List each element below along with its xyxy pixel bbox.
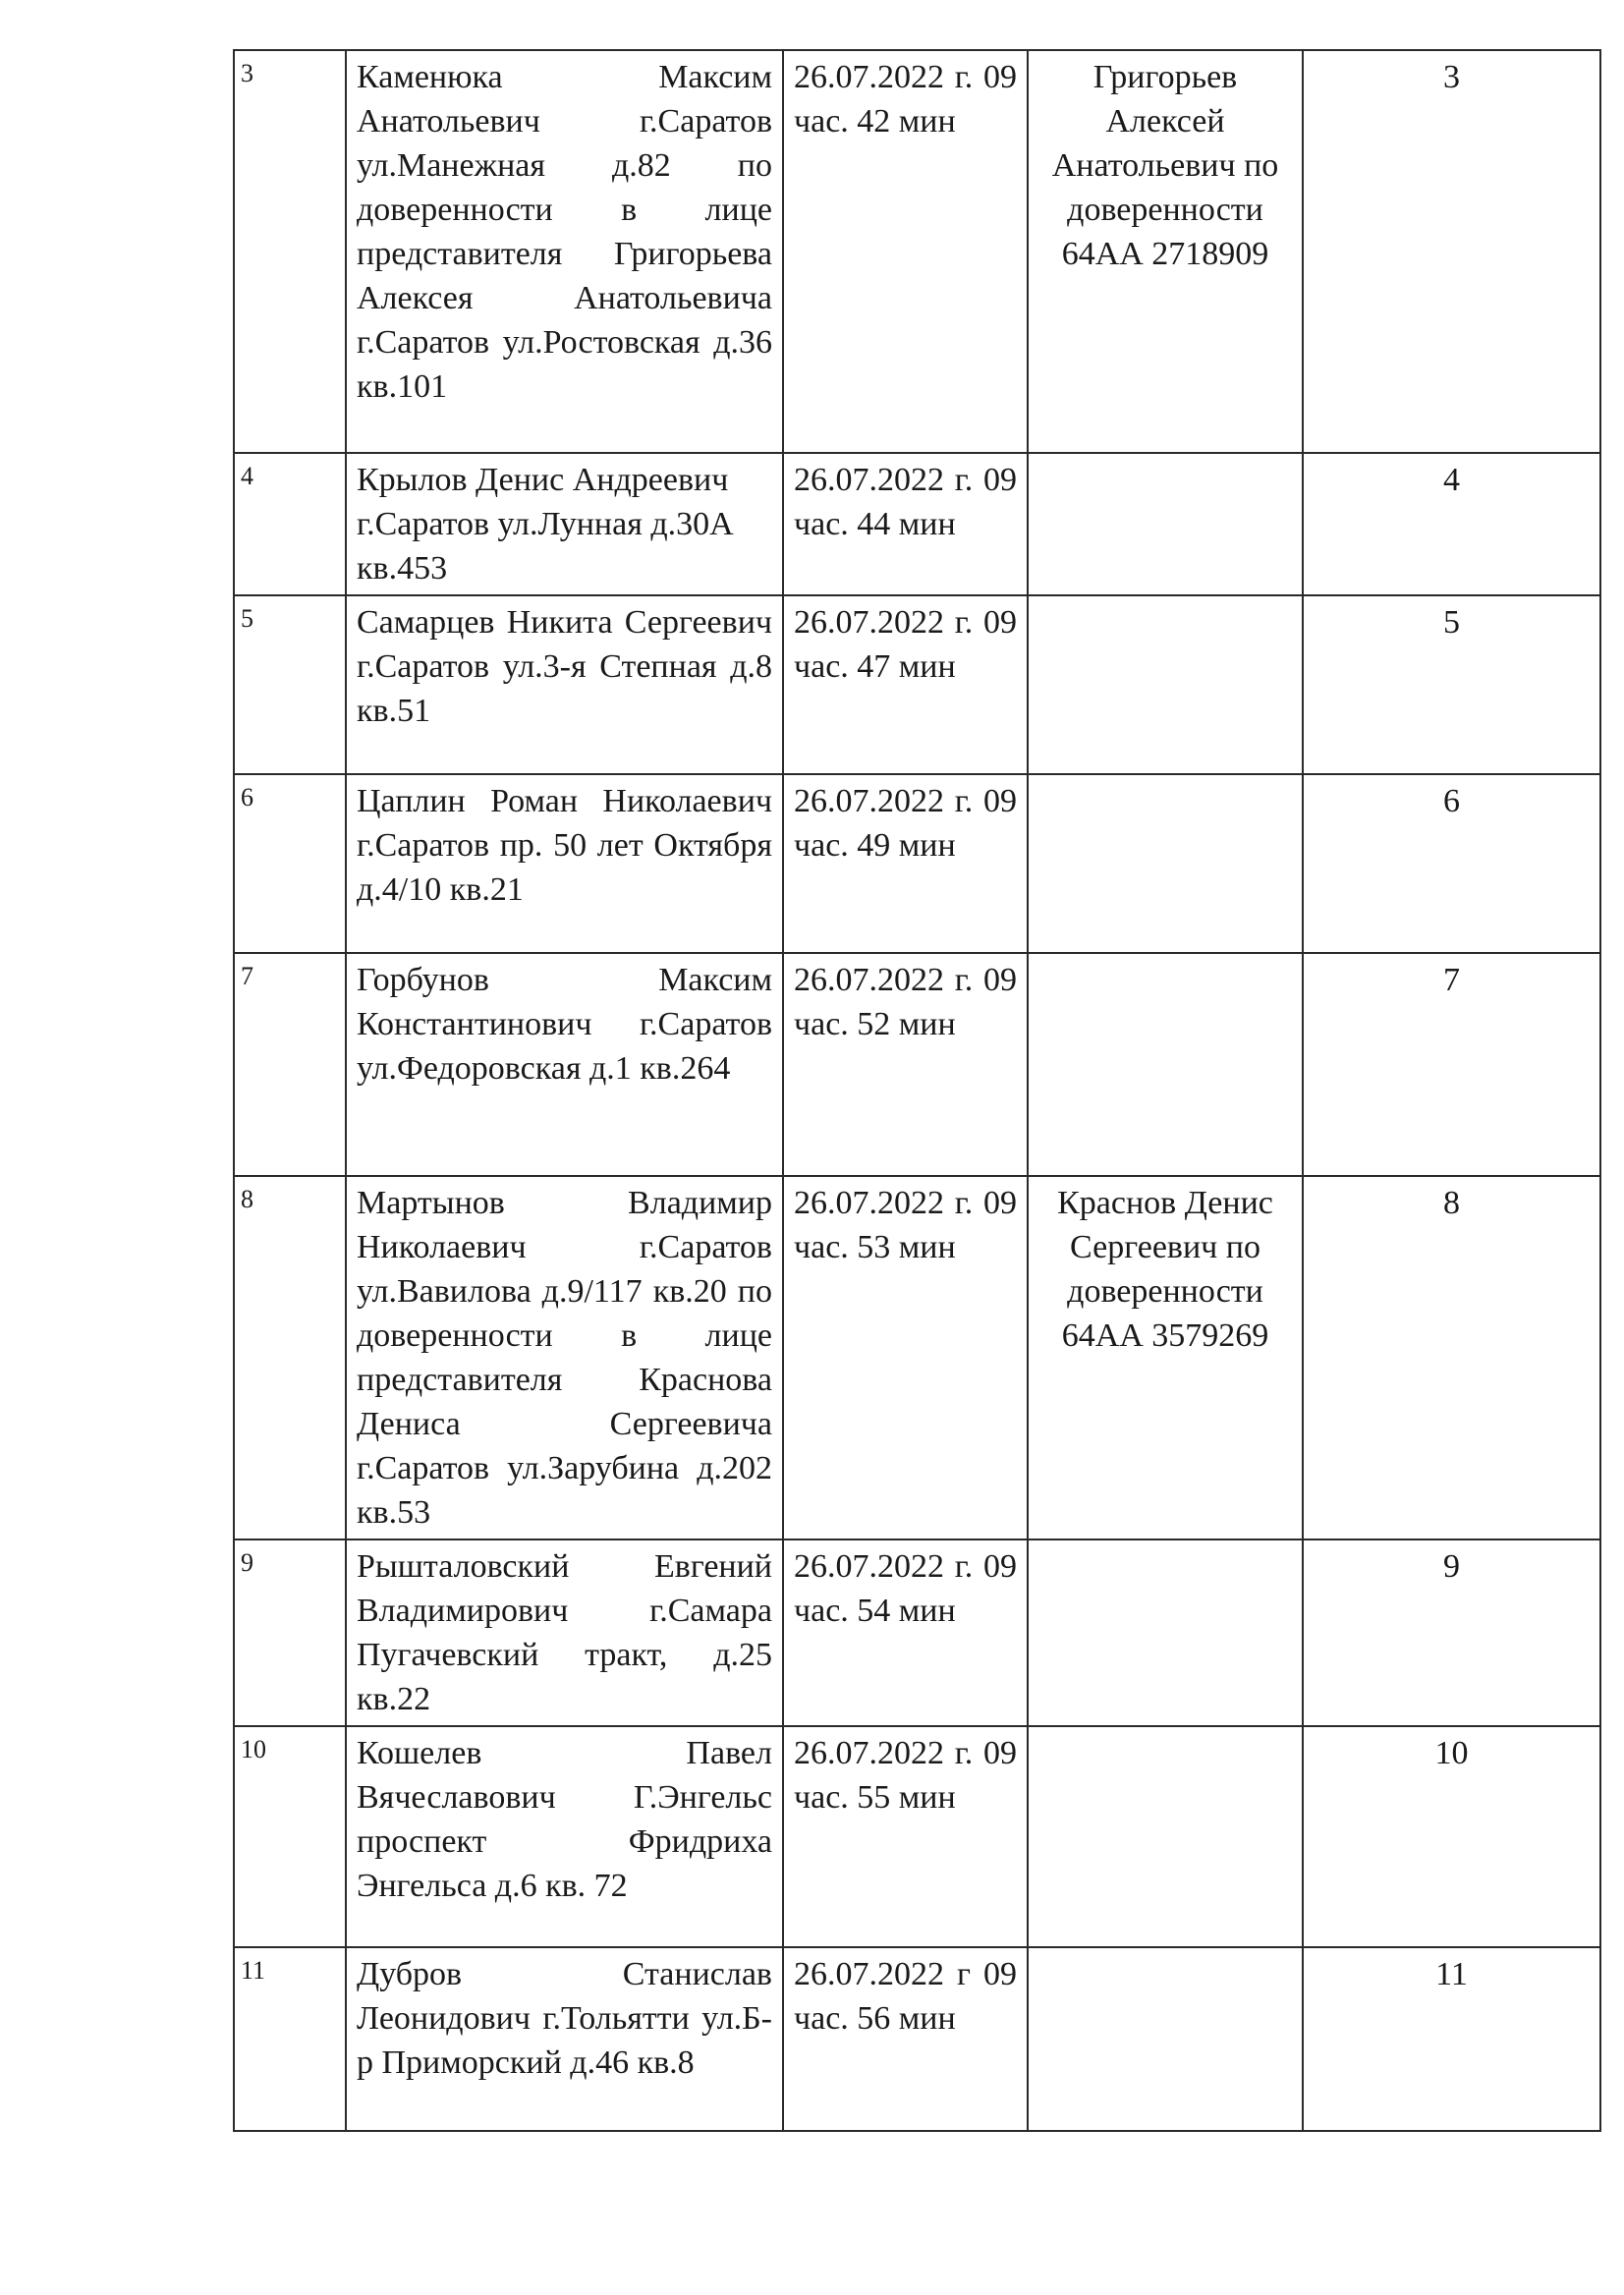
row-number: 5: [234, 595, 346, 774]
order-number-cell: 7: [1303, 953, 1600, 1176]
order-number-cell: 11: [1303, 1947, 1600, 2131]
representative-cell: [1028, 1539, 1303, 1726]
datetime-cell: 26.07.2022 г. 09 час. 44 мин: [783, 453, 1028, 595]
representative-cell: [1028, 953, 1303, 1176]
order-number-cell: 9: [1303, 1539, 1600, 1726]
row-number: 3: [234, 50, 346, 453]
representative-cell: [1028, 774, 1303, 953]
representative-cell: Краснов Денис Сергеевич по доверенности 64АА 3579269: [1028, 1176, 1303, 1539]
row-number: 10: [234, 1726, 346, 1947]
datetime-cell: 26.07.2022 г. 09 час. 49 мин: [783, 774, 1028, 953]
datetime-cell: 26.07.2022 г 09 час. 56 мин: [783, 1947, 1028, 2131]
table-row: [234, 774, 1600, 953]
table-row: [234, 1539, 1600, 1726]
row-number: 7: [234, 953, 346, 1176]
datetime-cell: 26.07.2022 г. 09 час. 55 мин: [783, 1726, 1028, 1947]
table-row: [234, 1947, 1600, 2131]
datetime-cell: 26.07.2022 г. 09 час. 52 мин: [783, 953, 1028, 1176]
order-number-cell: 4: [1303, 453, 1600, 595]
row-number: 9: [234, 1539, 346, 1726]
applicant-cell: Цаплин Роман Николаевич г.Саратов пр. 50 лет Октября д.4/10 кв.21: [346, 774, 783, 953]
applicant-cell: Самарцев Никита Сергеевич г.Саратов ул.3-я Степная д.8 кв.51: [346, 595, 783, 774]
table-row: [234, 1176, 1600, 1539]
applicant-cell: Рышталовский Евгений Владимирович г.Самара Пугачевский тракт, д.25 кв.22: [346, 1539, 783, 1726]
datetime-cell: 26.07.2022 г. 09 час. 47 мин: [783, 595, 1028, 774]
order-number-cell: 5: [1303, 595, 1600, 774]
applicant-cell: Мартынов Владимир Николаевич г.Саратов ул.Вавилова д.9/117 кв.20 по доверенности в лице представителя Краснова Дениса Сергеевича г.Саратов ул.Зарубина д.202 кв.53: [346, 1176, 783, 1539]
representative-cell: Григорьев Алексей Анатольевич по доверенности 64АА 2718909: [1028, 50, 1303, 453]
representative-cell: [1028, 453, 1303, 595]
row-number: 6: [234, 774, 346, 953]
representative-cell: [1028, 1726, 1303, 1947]
row-number: 11: [234, 1947, 346, 2131]
datetime-cell: 26.07.2022 г. 09 час. 53 мин: [783, 1176, 1028, 1539]
applicant-cell: Кошелев Павел Вячеславович Г.Энгельс проспект Фридриха Энгельса д.6 кв. 72: [346, 1726, 783, 1947]
order-number-cell: 6: [1303, 774, 1600, 953]
table-row: [234, 1726, 1600, 1947]
applicant-cell: Каменюка Максим Анатольевич г.Саратов ул.Манежная д.82 по доверенности в лице представителя Григорьева Алексея Анатольевича г.Саратов ул.Ростовская д.36 кв.101: [346, 50, 783, 453]
order-number-cell: 10: [1303, 1726, 1600, 1947]
applicant-cell: Горбунов Максим Константинович г.Саратов ул.Федоровская д.1 кв.264: [346, 953, 783, 1176]
table-row: [234, 953, 1600, 1176]
table-row: [234, 595, 1600, 774]
order-number-cell: 8: [1303, 1176, 1600, 1539]
registry-table: [233, 49, 1601, 2132]
registry-table-body: [234, 50, 1600, 2131]
applicant-cell: Крылов Денис Андреевич г.Саратов ул.Лунная д.30А кв.453: [346, 453, 783, 595]
representative-cell: [1028, 1947, 1303, 2131]
table-row: [234, 453, 1600, 595]
representative-cell: [1028, 595, 1303, 774]
datetime-cell: 26.07.2022 г. 09 час. 42 мин: [783, 50, 1028, 453]
applicant-cell: Дубров Станислав Леонидович г.Тольятти ул.Б-р Приморский д.46 кв.8: [346, 1947, 783, 2131]
row-number: 8: [234, 1176, 346, 1539]
row-number: 4: [234, 453, 346, 595]
order-number-cell: 3: [1303, 50, 1600, 453]
table-row: [234, 50, 1600, 453]
datetime-cell: 26.07.2022 г. 09 час. 54 мин: [783, 1539, 1028, 1726]
